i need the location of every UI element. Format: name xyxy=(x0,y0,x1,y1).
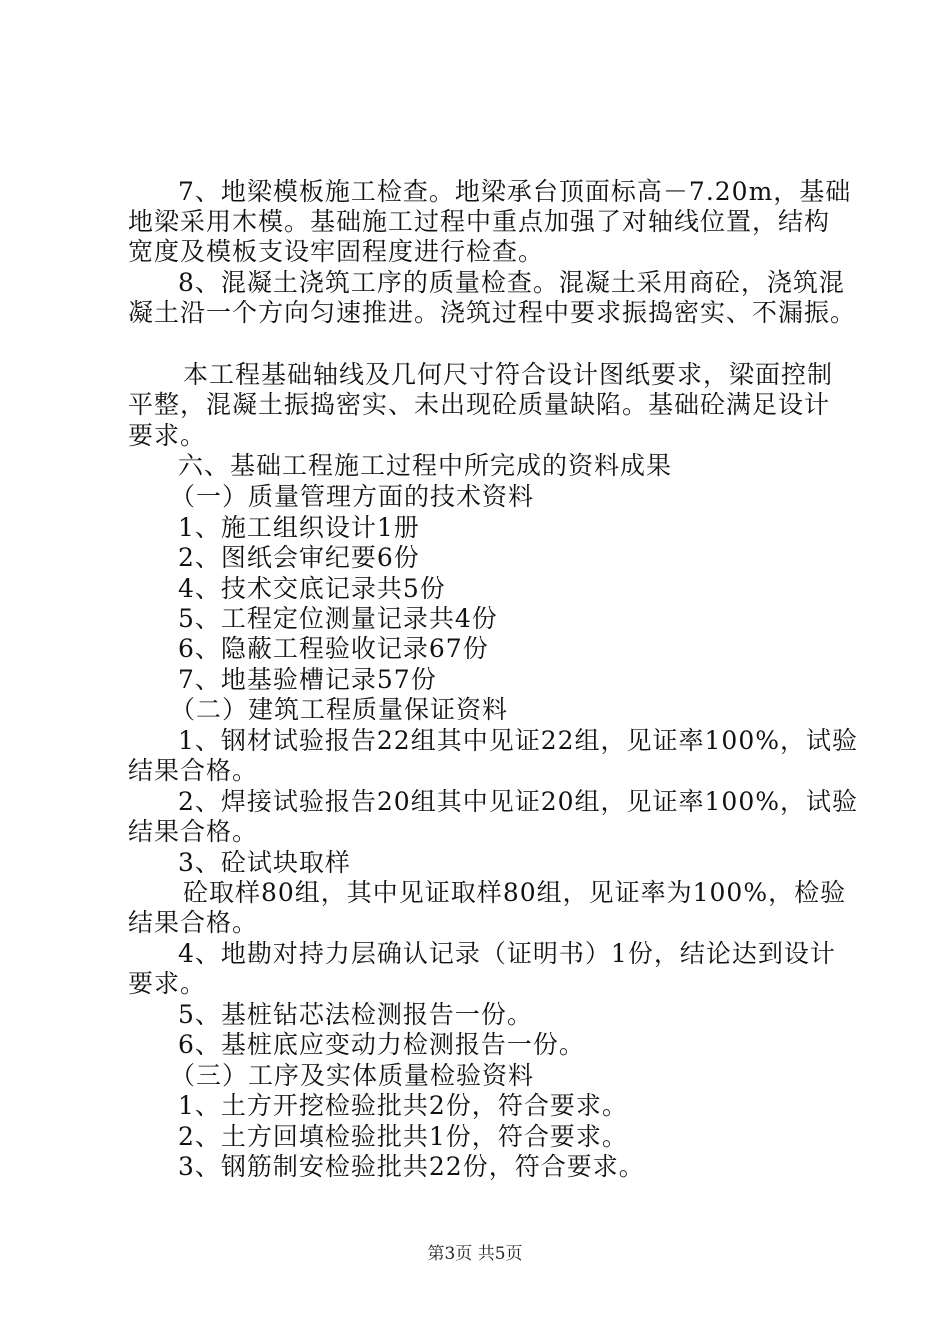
list-item: 5、工程定位测量记录共4份 xyxy=(178,604,498,633)
list-item: 5、基桩钻芯法检测报告一份。 xyxy=(178,1000,533,1029)
para-line: 地梁采用木模。基础施工过程中重点加强了对轴线位置，结构 xyxy=(128,207,831,236)
list-item: 6、隐蔽工程验收记录67份 xyxy=(178,634,489,663)
section-heading: 六、基础工程施工过程中所完成的资料成果 xyxy=(178,451,673,480)
list-item: 2、焊接试验报告20组其中见证20组，见证率100%，试验 xyxy=(178,787,859,816)
para-line: 结果合格。 xyxy=(128,908,259,937)
list-item-cont: 结果合格。 xyxy=(128,756,259,785)
list-item-cont: 要求。 xyxy=(128,969,207,998)
subsection-heading: （二）建筑工程质量保证资料 xyxy=(170,695,509,724)
para-line: 平整，混凝土振捣密实、未出现砼质量缺陷。基础砼满足设计 xyxy=(128,390,831,419)
subsection-heading: （一）质量管理方面的技术资料 xyxy=(170,482,535,511)
list-item: 1、施工组织设计1册 xyxy=(178,513,420,542)
page-footer: 第3页 共5页 xyxy=(427,1244,523,1264)
list-item: 4、地勘对持力层确认记录（证明书）1份，结论达到设计 xyxy=(178,939,836,968)
para-line: 7、地梁模板施工检查。地梁承台顶面标高－7.20m，基础 xyxy=(178,177,852,206)
para-line: 砼取样80组，其中见证取样80组，见证率为100%，检验 xyxy=(183,878,847,907)
para-line: 8、混凝土浇筑工序的质量检查。混凝土采用商砼，浇筑混 xyxy=(178,268,845,297)
list-item: 2、图纸会审纪要6份 xyxy=(178,543,420,572)
list-item: 6、基桩底应变动力检测报告一份。 xyxy=(178,1030,585,1059)
list-item: 4、技术交底记录共5份 xyxy=(178,574,446,603)
para-line: 凝土沿一个方向匀速推进。浇筑过程中要求振捣密实、不漏振。 xyxy=(128,298,857,327)
list-item: 7、地基验槽记录57份 xyxy=(178,665,437,694)
list-item: 3、钢筋制安检验批共22份，符合要求。 xyxy=(178,1152,645,1181)
para-line: 本工程基础轴线及几何尺寸符合设计图纸要求，梁面控制 xyxy=(183,360,834,389)
list-item: 1、土方开挖检验批共2份，符合要求。 xyxy=(178,1091,628,1120)
para-line: 宽度及模板支设牢固程度进行检查。 xyxy=(128,237,545,266)
subsection-heading: （三）工序及实体质量检验资料 xyxy=(170,1061,535,1090)
list-item: 2、土方回填检验批共1份，符合要求。 xyxy=(178,1122,628,1151)
list-item: 1、钢材试验报告22组其中见证22组，见证率100%，试验 xyxy=(178,726,859,755)
para-line: 要求。 xyxy=(128,421,207,450)
list-item: 3、砼试块取样 xyxy=(178,848,351,877)
list-item-cont: 结果合格。 xyxy=(128,817,259,846)
